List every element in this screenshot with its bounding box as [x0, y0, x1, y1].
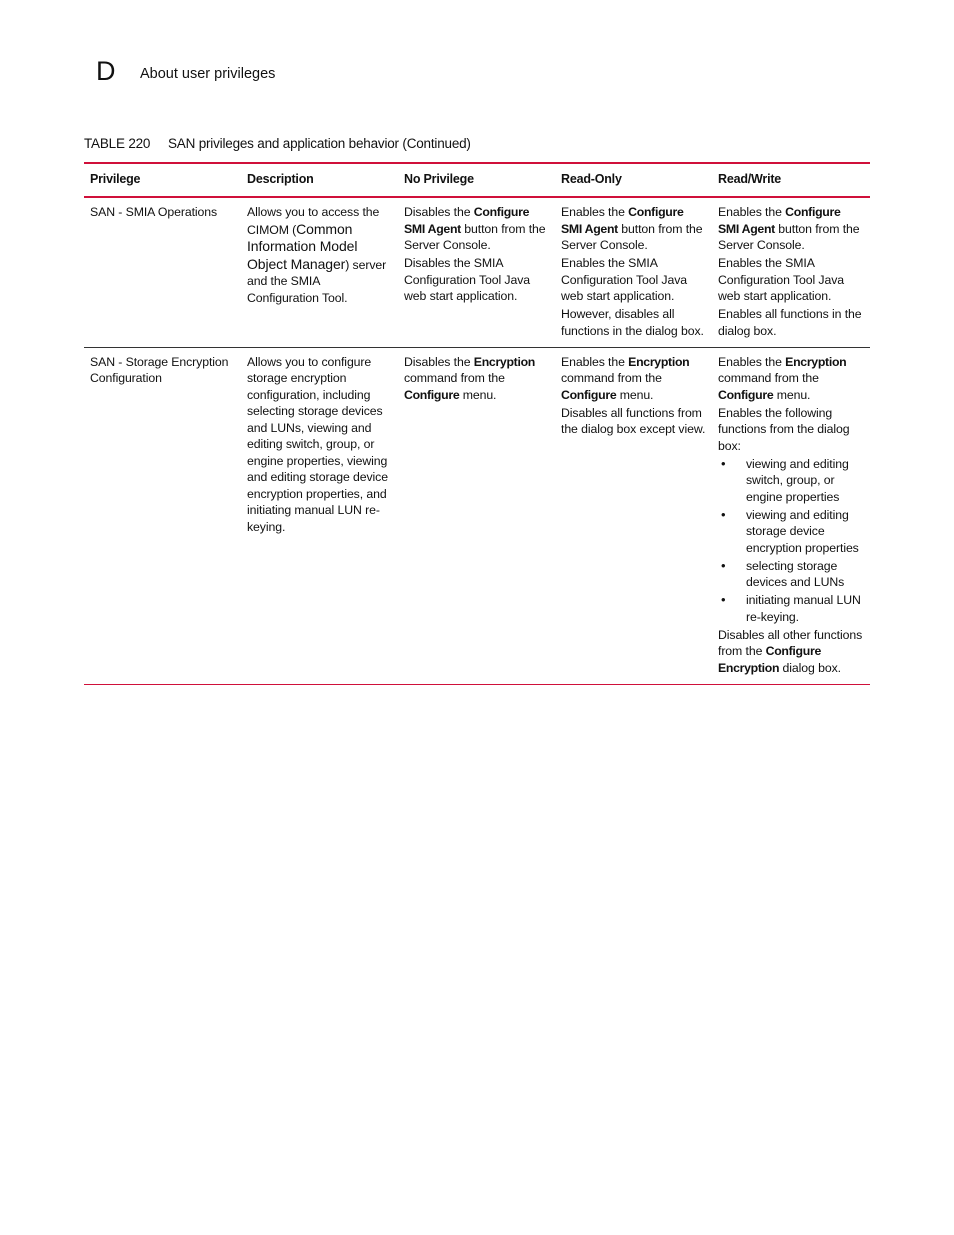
cell-description: Allows you to configure storage encryption configuration, including selecting storage devices and LUNs, viewing and editing switch, group, or engine properties, viewing and editing storage device encryption properties, and initiating manual LUN re-keying. — [247, 354, 388, 534]
ui-term: Configure SMI Agent — [404, 205, 530, 236]
text-run: button from the Server Console. — [561, 221, 703, 252]
ui-term: Encryption — [473, 354, 536, 369]
text-run: command from the — [718, 371, 819, 385]
column-header-read-write: Read/Write — [718, 172, 782, 186]
cell-description — [241, 197, 398, 347]
list-item-text: initiating manual LUN re-keying. — [746, 593, 861, 624]
paragraph — [561, 354, 706, 404]
ui-term: Configure — [561, 387, 617, 402]
cell-read-only — [555, 197, 712, 347]
chapter-letter: D — [96, 56, 116, 86]
list-item — [718, 592, 864, 625]
paragraph: Disables the SMIA Configuration Tool Java web start application. — [404, 256, 530, 303]
ui-term: Configure SMI Agent — [561, 205, 684, 236]
paragraph — [404, 204, 549, 254]
cell-read-only — [555, 347, 712, 684]
text-run: Disables the — [404, 205, 474, 219]
bullet-icon: • — [721, 455, 726, 471]
column-header-description: Description — [247, 172, 314, 186]
cell-privilege: SAN - SMIA Operations — [90, 205, 218, 219]
cell-privilege: SAN - Storage Encryption Configuration — [90, 354, 229, 385]
paragraph: Disables all functions from the dialog box except view. — [561, 405, 706, 436]
text-run: ) server and the SMIA Configuration Tool. — [247, 257, 387, 305]
cell-no-privilege — [398, 347, 555, 684]
text-run: menu. — [773, 387, 811, 402]
paragraph: However, disables all functions in the dialog box. — [561, 307, 704, 338]
list-item — [718, 558, 864, 591]
text-run: Enables the — [718, 205, 786, 219]
text-run: Disables all other functions from the — [718, 627, 863, 658]
column-header-no-privilege: No Privilege — [404, 172, 474, 186]
table-number: TABLE 220 — [84, 136, 151, 151]
ui-term: Configure SMI Agent — [718, 205, 841, 236]
ui-term: Configure Encryption — [718, 644, 821, 675]
paragraph — [561, 204, 706, 254]
text-run: Common Information Model Object Manager — [247, 220, 358, 272]
bullet-icon: • — [721, 506, 726, 522]
paragraph — [718, 354, 864, 404]
text-run: menu. — [459, 387, 497, 402]
text-run: Disables the — [404, 354, 474, 369]
text-run: command from the — [404, 371, 505, 385]
bullet-icon: • — [721, 557, 726, 573]
bullet-icon: • — [721, 592, 726, 607]
text-run: command from the — [561, 371, 662, 385]
paragraph: Enables the following functions from the dialog box: — [718, 405, 850, 453]
text-run: button from the Server Console. — [718, 221, 860, 252]
text-run: menu. — [616, 387, 654, 402]
text-run: Enables the — [561, 354, 629, 369]
column-header-privilege: Privilege — [90, 172, 141, 186]
table-row — [84, 197, 870, 347]
cell-read-write — [712, 197, 870, 347]
table-title: SAN privileges and application behavior (Continued) — [168, 136, 471, 151]
ui-term: Encryption — [628, 354, 690, 369]
text-run: Enables the — [561, 205, 629, 219]
privileges-table — [84, 162, 870, 685]
text-run: Allows you to access the CIMOM ( — [247, 205, 380, 237]
ui-term: Configure — [718, 387, 774, 402]
paragraph — [718, 627, 864, 677]
bullet-list — [718, 456, 864, 626]
list-item-text: viewing and editing switch, group, or engine properties — [746, 456, 849, 504]
cell-read-write — [712, 347, 870, 684]
list-item — [718, 456, 864, 506]
text-run: Enables the — [718, 354, 786, 369]
list-item-text: viewing and editing storage device encryption properties — [746, 507, 859, 555]
paragraph — [404, 354, 549, 404]
cell-no-privilege — [398, 197, 555, 347]
page-header-title: About user privileges — [140, 66, 276, 82]
list-item — [718, 507, 864, 557]
paragraph: Enables the SMIA Configuration Tool Java web start application. — [718, 256, 844, 303]
table-caption — [84, 135, 471, 153]
paragraph: Enables the SMIA Configuration Tool Java web start application. — [561, 256, 687, 303]
ui-term: Configure — [404, 387, 460, 402]
list-item-text: selecting storage devices and LUNs — [746, 558, 845, 589]
text-run: dialog box. — [779, 660, 841, 675]
paragraph: Enables all functions in the dialog box. — [718, 307, 862, 338]
paragraph — [718, 204, 864, 254]
text-run: button from the Server Console. — [404, 221, 546, 252]
ui-term: Encryption — [785, 354, 847, 369]
column-header-read-only: Read-Only — [561, 172, 622, 186]
table-header-row — [84, 163, 870, 197]
table-row — [84, 347, 870, 684]
